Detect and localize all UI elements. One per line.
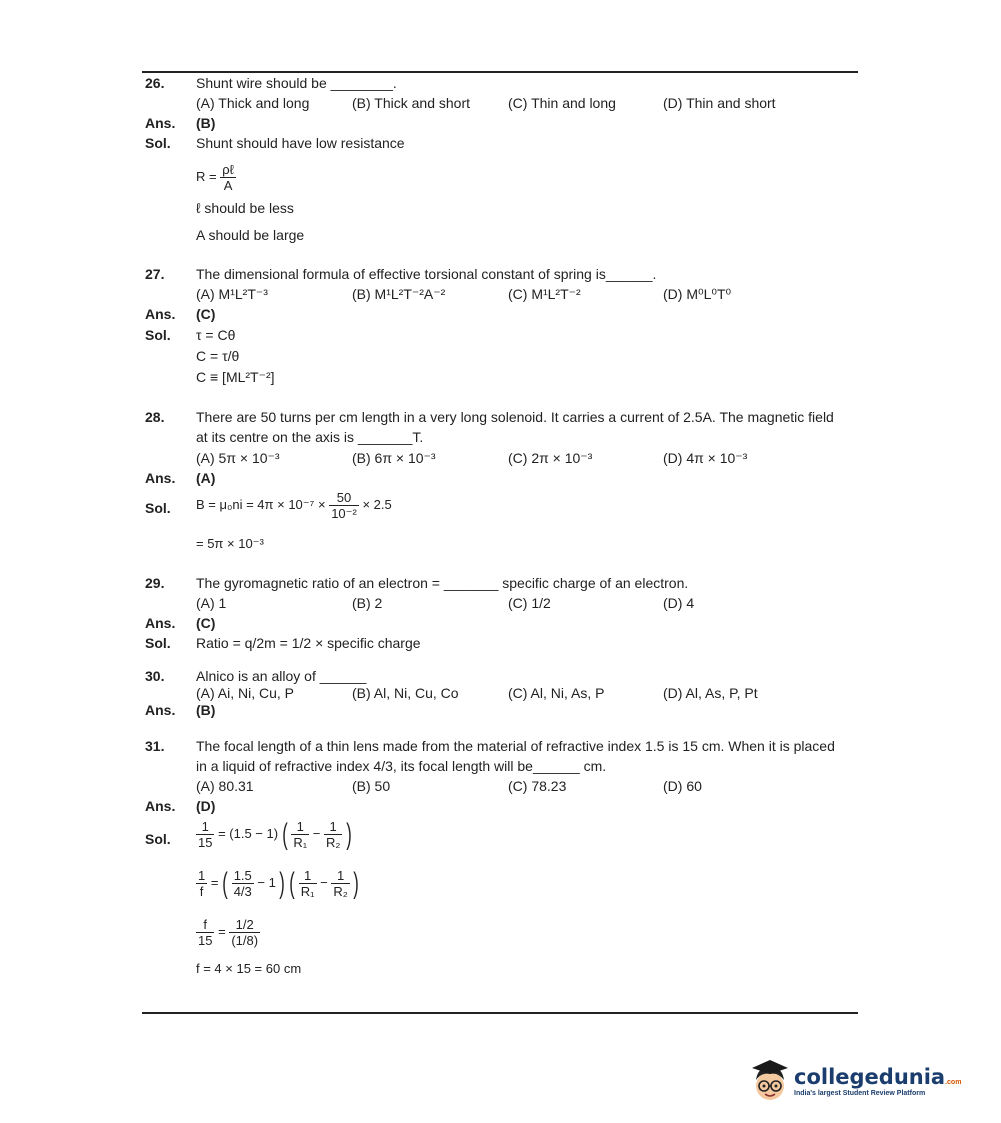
- question-number: 31.: [145, 738, 165, 754]
- option-b: (B) M¹L²T⁻²A⁻²: [352, 286, 446, 302]
- option-b: (B) 50: [352, 778, 391, 794]
- solution-equation: [196, 162, 236, 193]
- fraction: [220, 162, 236, 193]
- fraction: [229, 917, 260, 948]
- bottom-rule: [142, 1012, 858, 1014]
- right-paren: ): [279, 866, 286, 900]
- denominator: f: [199, 884, 204, 899]
- question-text: The gyromagnetic ratio of an electron = _______ specific charge of an electron.: [196, 575, 689, 591]
- top-rule: [142, 71, 858, 73]
- option-d: (D) Al, As, P, Pt: [663, 685, 758, 701]
- question-number: 28.: [145, 409, 165, 425]
- numerator: f: [196, 917, 214, 933]
- answer: (D): [196, 798, 216, 814]
- ans-label: Ans.: [145, 470, 176, 486]
- left-paren: (: [281, 817, 288, 851]
- solution-line: C ≡ [ML²T⁻²]: [196, 369, 275, 385]
- denominator: 4/3: [233, 884, 252, 899]
- eq-lhs: R =: [196, 168, 217, 184]
- numerator: 1: [291, 819, 309, 835]
- numerator: 1: [198, 868, 206, 883]
- denominator: 15: [198, 835, 213, 850]
- sol-label: Sol.: [145, 831, 171, 847]
- ans-label: Ans.: [145, 115, 176, 131]
- ans-label: Ans.: [145, 615, 176, 631]
- denominator: 10⁻²: [331, 506, 357, 521]
- fraction: [331, 868, 349, 899]
- fraction: [299, 868, 317, 899]
- question-number: 26.: [145, 75, 165, 91]
- equals-sign: =: [218, 923, 226, 939]
- option-a: (A) 5π × 10⁻³: [196, 450, 280, 466]
- eq-term: − 1: [257, 874, 276, 890]
- option-b: (B) 2: [352, 595, 383, 611]
- solution-equation-1: [196, 819, 352, 850]
- fraction: [329, 490, 359, 521]
- solution-equation-2: [196, 868, 359, 899]
- denominator: R₁: [300, 884, 315, 899]
- ans-label: Ans.: [145, 306, 176, 322]
- denominator: R₁: [293, 835, 308, 850]
- fraction: [232, 868, 254, 899]
- sol-label: Sol.: [145, 135, 171, 151]
- solution-line: C = τ/θ: [196, 348, 240, 364]
- solution-line: ℓ should be less: [196, 200, 294, 216]
- fraction: [291, 819, 309, 850]
- minus-sign: −: [320, 874, 328, 890]
- option-a: (A) Ai, Ni, Cu, P: [196, 685, 295, 701]
- answer: (A): [196, 470, 216, 486]
- ans-label: Ans.: [145, 702, 176, 718]
- answer: (B): [196, 115, 216, 131]
- question-text-cont: in a liquid of refractive index 4/3, its focal length will be______ cm.: [196, 758, 607, 774]
- numerator: 1: [324, 819, 342, 835]
- solution-equation-3: [196, 917, 260, 948]
- option-d: (D) 60: [663, 778, 702, 794]
- mascot-icon: [748, 1058, 792, 1106]
- brand-logo: [748, 1058, 962, 1108]
- right-paren: ): [353, 866, 360, 900]
- right-paren: ): [346, 817, 352, 851]
- eq-rhs: × 2.5: [362, 496, 392, 512]
- brand-text: collegedunia: [794, 1065, 946, 1089]
- option-a: (A) M¹L²T⁻³: [196, 286, 268, 302]
- sol-label: Sol.: [145, 500, 171, 516]
- question-text: Alnico is an alloy of ______: [196, 668, 367, 684]
- option-b: (B) Al, Ni, Cu, Co: [352, 685, 459, 701]
- numerator: 1: [196, 819, 214, 835]
- option-d: (D) 4π × 10⁻³: [663, 450, 748, 466]
- eq-lhs: B = μ₀ni = 4π × 10⁻⁷ ×: [196, 496, 326, 512]
- denominator: (1/8): [231, 933, 259, 948]
- option-d: (D) Thin and short: [663, 95, 776, 111]
- numerator: 1.5: [233, 868, 252, 883]
- question-text: There are 50 turns per cm length in a very long solenoid. It carries a current of 2.5A. The magnetic field: [196, 409, 834, 425]
- left-paren: (: [289, 866, 295, 900]
- question-number: 30.: [145, 668, 165, 684]
- denominator: R₂: [325, 835, 341, 850]
- numerator: ρℓ: [222, 162, 234, 177]
- numerator: 1: [299, 868, 317, 884]
- answer: (B): [196, 702, 216, 718]
- question-text-cont: at its centre on the axis is _______T.: [196, 429, 424, 445]
- solution-line: Ratio = q/2m = 1/2 × specific charge: [196, 635, 421, 651]
- solution-line: = 5π × 10⁻³: [196, 536, 264, 551]
- minus-sign: −: [312, 825, 321, 841]
- solution-equation: [196, 490, 392, 521]
- question-text: The dimensional formula of effective torsional constant of spring is______.: [196, 266, 657, 282]
- solution-line: τ = Cθ: [196, 327, 236, 343]
- eq-term: = (1.5 − 1): [218, 825, 279, 841]
- numerator: 1/2: [229, 917, 260, 933]
- sol-label: Sol.: [145, 635, 171, 651]
- question-number: 27.: [145, 266, 165, 282]
- left-paren: (: [222, 866, 228, 900]
- option-c: (C) Thin and long: [508, 95, 616, 111]
- option-c: (C) 2π × 10⁻³: [508, 450, 593, 466]
- equals-sign: =: [210, 874, 219, 890]
- fraction: [196, 917, 214, 948]
- option-c: (C) 1/2: [508, 595, 551, 611]
- sol-label: Sol.: [145, 327, 171, 343]
- option-a: (A) 1: [196, 595, 227, 611]
- solution-line: Shunt should have low resistance: [196, 135, 405, 151]
- ans-label: Ans.: [145, 798, 176, 814]
- denominator: R₂: [333, 884, 348, 899]
- answer: (C): [196, 615, 216, 631]
- solution-line: A should be large: [196, 227, 305, 243]
- option-a: (A) Thick and long: [196, 95, 310, 111]
- option-d: (D) M⁰L⁰T⁰: [663, 286, 732, 302]
- option-c: (C) Al, Ni, As, P: [508, 685, 605, 701]
- answer: (C): [196, 306, 216, 322]
- brand-tagline: India's largest Student Review Platform: [794, 1090, 926, 1097]
- option-b: (B) 6π × 10⁻³: [352, 450, 436, 466]
- denominator: A: [223, 178, 233, 193]
- option-d: (D) 4: [663, 595, 695, 611]
- solution-line: f = 4 × 15 = 60 cm: [196, 961, 302, 976]
- option-a: (A) 80.31: [196, 778, 254, 794]
- fraction: [196, 868, 207, 899]
- question-text: The focal length of a thin lens made from the material of refractive index 1.5 is 15 cm. When it is placed: [196, 738, 835, 754]
- fraction: [196, 819, 214, 850]
- question-number: 29.: [145, 575, 165, 591]
- brand-suffix: .com: [945, 1079, 962, 1086]
- fraction: [324, 819, 342, 850]
- numerator: 50: [329, 490, 359, 506]
- option-b: (B) Thick and short: [352, 95, 471, 111]
- option-c: (C) 78.23: [508, 778, 567, 794]
- question-text: Shunt wire should be ________.: [196, 75, 397, 91]
- option-c: (C) M¹L²T⁻²: [508, 286, 581, 302]
- denominator: 15: [198, 933, 213, 948]
- numerator: 1: [331, 868, 349, 884]
